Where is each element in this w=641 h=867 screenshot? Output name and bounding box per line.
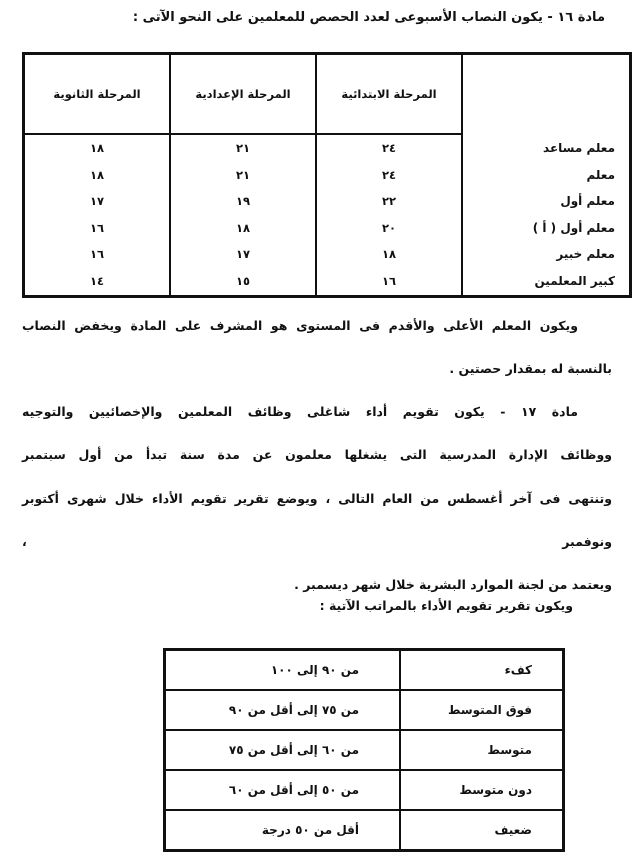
- cell-preparatory: ١٩: [170, 188, 316, 214]
- cell-primary: ١٨: [316, 241, 462, 267]
- range-cell: من ٦٠ إلى أقل من ٧٥: [165, 730, 401, 770]
- header-primary: المرحلة الابتدائية: [316, 54, 462, 134]
- cell-primary: ٢٤: [316, 134, 462, 162]
- cell-secondary: ١٧: [24, 188, 171, 214]
- paragraph-line: ووظائف الإدارة المدرسية التى يشغلها معلمون عن مدة سنة تبدأ من أول سبتمبر: [22, 447, 612, 463]
- cell-secondary: ١٤: [24, 267, 171, 296]
- cell-preparatory: ٢١: [170, 162, 316, 188]
- cell-primary: ٢٢: [316, 188, 462, 214]
- grades-lead-text: ويكون تقرير تقويم الأداء بالمراتب الآتية :: [319, 598, 573, 613]
- teaching-load-table: [22, 52, 632, 298]
- table-row: [165, 690, 564, 730]
- cell-primary: ١٦: [316, 267, 462, 296]
- grade-cell: ضعيف: [400, 810, 564, 851]
- article-17: [22, 390, 612, 606]
- row-title: معلم خبير: [462, 241, 631, 267]
- cell-preparatory: ١٥: [170, 267, 316, 296]
- cell-secondary: ١٦: [24, 241, 171, 267]
- paragraph-line: بالنسبة له بمقدار حصتين .: [449, 361, 612, 377]
- range-cell: من ٩٠ إلى ١٠٠: [165, 650, 401, 691]
- table-row: [24, 241, 631, 267]
- range-cell: من ٥٠ إلى أقل من ٦٠: [165, 770, 401, 810]
- table-row: [24, 162, 631, 188]
- paragraph-supervisor: [22, 304, 612, 391]
- table-row: [165, 770, 564, 810]
- paragraph-line: ويكون المعلم الأعلى والأقدم فى المستوى هو المشرف على المادة ويخفض النصاب: [22, 318, 578, 333]
- row-title: معلم أول ( أ ): [462, 215, 631, 241]
- cell-secondary: ١٨: [24, 134, 171, 162]
- article-number: مادة ١٧: [520, 404, 578, 419]
- row-title: معلم: [462, 162, 631, 188]
- performance-grades-table: [163, 648, 565, 852]
- range-cell: أقل من ٥٠ درجة: [165, 810, 401, 851]
- article-16-heading: [35, 8, 605, 28]
- table-row: [24, 134, 631, 162]
- grade-cell: كفء: [400, 650, 564, 691]
- cell-preparatory: ١٧: [170, 241, 316, 267]
- grade-cell: متوسط: [400, 730, 564, 770]
- article-text: - يكون النصاب الأسبوعى لعدد الحصص للمعلمين على النحو الآتى :: [132, 10, 558, 25]
- paragraph-line: وتنتهى فى آخر أغسطس من العام التالى ، ويوضع تقرير تقويم الأداء خلال شهرى أكتوبر ونوفمبر ،: [22, 490, 612, 549]
- cell-preparatory: ٢١: [170, 134, 316, 162]
- cell-primary: ٢٤: [316, 162, 462, 188]
- table-row: [165, 650, 564, 691]
- row-title: كبير المعلمين: [462, 267, 631, 296]
- header-empty: [462, 54, 631, 134]
- cell-preparatory: ١٨: [170, 215, 316, 241]
- article-number: مادة ١٦: [557, 10, 605, 25]
- table-row: [24, 188, 631, 214]
- header-preparatory: المرحلة الإعدادية: [170, 54, 316, 134]
- table-row: [24, 267, 631, 296]
- paragraph-line: ويعتمد من لجنة الموارد البشرية خلال شهر ديسمبر .: [294, 577, 612, 593]
- row-title: معلم أول: [462, 188, 631, 214]
- article-text: - يكون تقويم أداء شاغلى وظائف المعلمين والإخصائيين والتوجيه: [22, 404, 521, 419]
- cell-secondary: ١٦: [24, 215, 171, 241]
- grade-cell: دون متوسط: [400, 770, 564, 810]
- row-title: معلم مساعد: [462, 134, 631, 162]
- table-row: [24, 215, 631, 241]
- cell-primary: ٢٠: [316, 215, 462, 241]
- range-cell: من ٧٥ إلى أقل من ٩٠: [165, 690, 401, 730]
- table-row: [165, 730, 564, 770]
- cell-secondary: ١٨: [24, 162, 171, 188]
- paragraph-line: [22, 390, 612, 433]
- header-secondary: المرحلة الثانوية: [24, 54, 171, 134]
- table-row: [165, 810, 564, 851]
- table-header-row: [24, 54, 631, 134]
- grade-cell: فوق المتوسط: [400, 690, 564, 730]
